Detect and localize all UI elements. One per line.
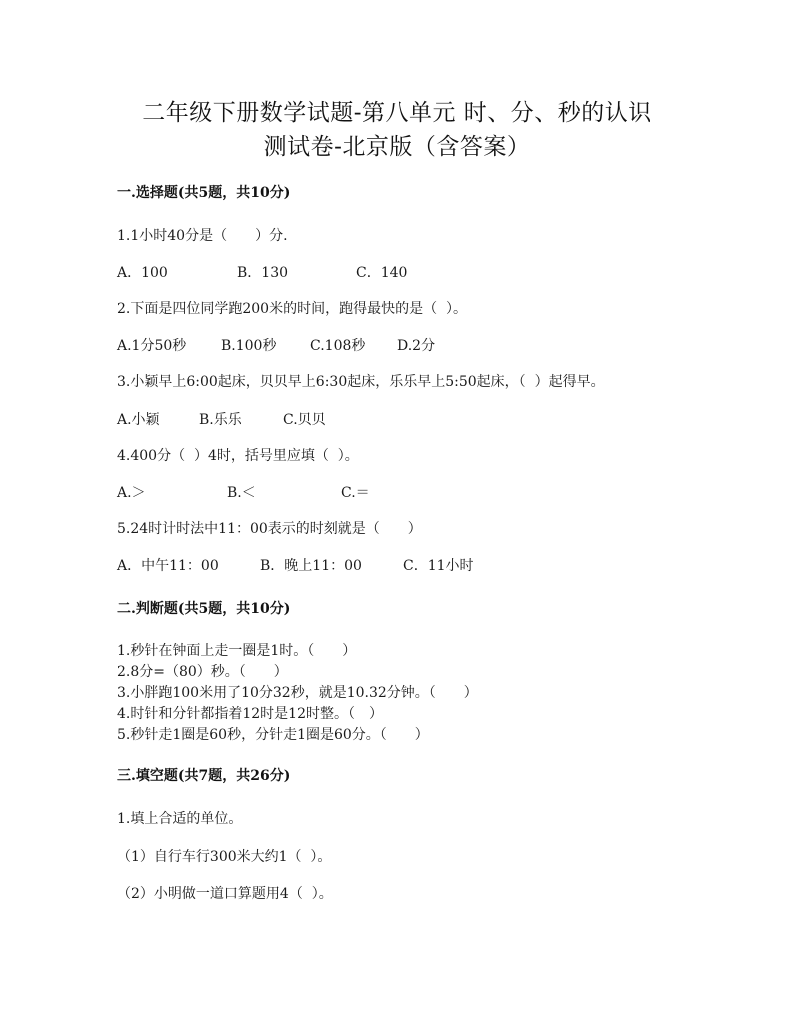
q3-option-a: A.小颖: [117, 412, 160, 428]
q2-option-d: D.2分: [397, 338, 436, 354]
judgement-item-2: 2.8分=（80）秒。（ ）: [117, 664, 288, 680]
page-title-line1: 二年级下册数学试题-第八单元 时、分、秒的认识: [142, 100, 652, 126]
q2-option-b: B.100秒: [221, 338, 277, 354]
q2-option-a: A.1分50秒: [117, 338, 187, 354]
judgement-item-3: 3.小胖跑100米用了10分32秒，就是10.32分钟。（ ）: [117, 685, 478, 701]
fill-question-1-sub-1: （1）自行车行300米大约1（ ）。: [117, 849, 332, 865]
judgement-item-5: 5.秒针走1圈是60秒，分针走1圈是60分。（ ）: [117, 727, 429, 743]
section-heading-fill-blank: 三.填空题(共7题，共26分): [117, 768, 291, 784]
question-3-text: 3.小颖早上6:00起床，贝贝早上6:30起床，乐乐早上5:50起床，（ ）起得早。: [117, 374, 605, 390]
question-1-text: 1.1小时40分是（ ）分.: [117, 228, 288, 244]
fill-question-1-sub-2: （2）小明做一道口算题用4（ ）。: [117, 886, 333, 902]
q5-option-c: C．11小时: [403, 558, 474, 574]
q1-option-b: B．130: [237, 265, 289, 281]
section-heading-judgement: 二.判断题(共5题，共10分): [117, 601, 291, 617]
q5-option-a: A．中午11：00: [117, 558, 219, 574]
q1-option-c: C．140: [356, 265, 408, 281]
page-title-line2: 测试卷-北京版（含答案）: [263, 134, 531, 160]
q5-option-b: B．晚上11：00: [260, 558, 362, 574]
judgement-item-1: 1.秒针在钟面上走一圈是1时。（ ）: [117, 643, 357, 659]
fill-question-1-text: 1.填上合适的单位。: [117, 811, 243, 827]
section-heading-choice: 一.选择题(共5题，共10分): [117, 185, 291, 201]
q4-option-c: C.＝: [341, 485, 370, 501]
question-5-text: 5.24时计时法中11：00表示的时刻就是（ ）: [117, 521, 422, 537]
q3-option-c: C.贝贝: [283, 412, 326, 428]
q1-option-a: A．100: [117, 265, 168, 281]
q2-option-c: C.108秒: [310, 338, 366, 354]
q4-option-a: A.＞: [117, 485, 146, 501]
q3-option-b: B.乐乐: [199, 412, 242, 428]
question-4-text: 4.400分（ ）4时，括号里应填（ ）。: [117, 448, 359, 464]
q4-option-b: B.＜: [227, 485, 256, 501]
judgement-item-4: 4.时针和分针都指着12时是12时整。（ ）: [117, 706, 383, 722]
question-2-text: 2.下面是四位同学跑200米的时间，跑得最快的是（ ）。: [117, 301, 467, 317]
